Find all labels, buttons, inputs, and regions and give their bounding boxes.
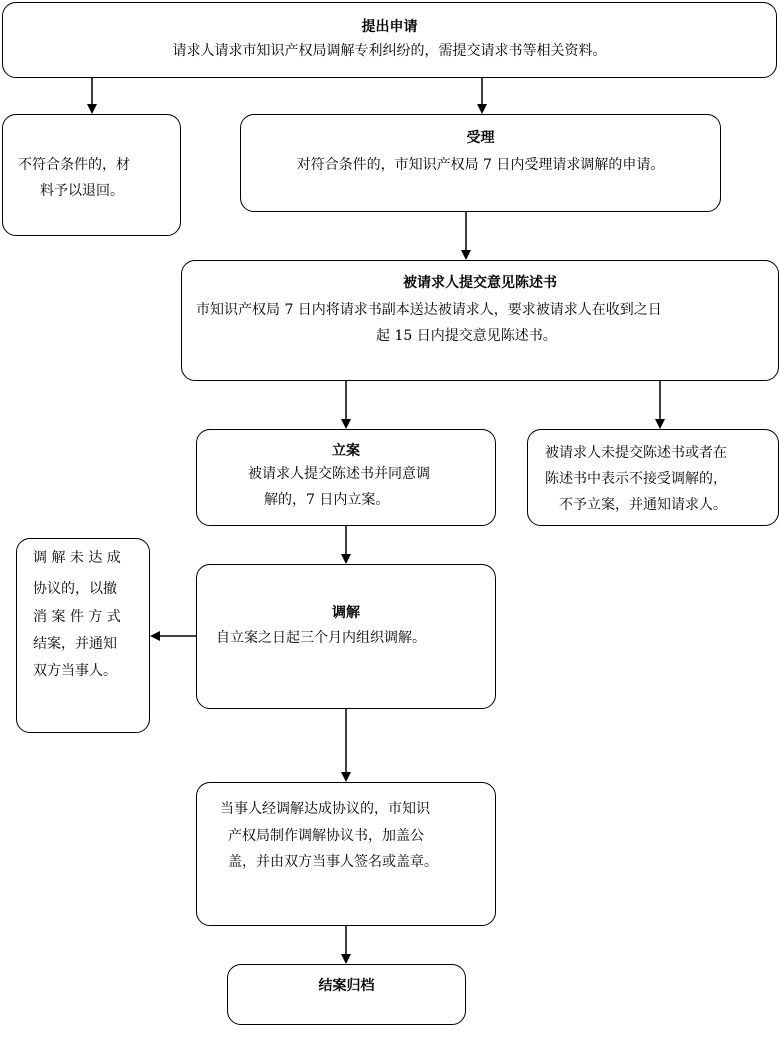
step-apply-title: 提出申请: [361, 19, 418, 35]
step-statement-line-1: 市知识产权局 7 日内将请求书副本送达被请求人，要求被请求人在收到之日: [196, 302, 662, 318]
step-fail-line-4: 结案，并通知: [33, 636, 117, 652]
step-reject-line-1: 不符合条件的，材: [18, 157, 130, 173]
step-register-title: 立案: [332, 443, 360, 459]
step-mediate-desc: 自立案之日起三个月内组织调解。: [216, 630, 426, 646]
step-statement-title: 被请求人提交意见陈述书: [403, 275, 557, 291]
step-fail-line-1: 调 解 未 达 成: [33, 550, 121, 566]
step-not-register-line-1: 被请求人未提交陈述书或者在: [545, 445, 727, 461]
step-reject-box: [2, 114, 181, 236]
step-reject-line-2: 料予以退回。: [40, 183, 124, 199]
step-agreement-line-2: 产权局制作调解协议书，加盖公: [228, 828, 424, 844]
step-fail-line-2: 协议的，以撤: [33, 581, 117, 597]
step-archive-title: 结案归档: [318, 978, 375, 994]
step-apply-desc: 请求人请求市知识产权局调解专利纠纷的，需提交请求书等相关资料。: [172, 43, 607, 59]
step-fail-line-5: 双方当事人。: [33, 663, 117, 679]
step-fail-line-3: 消 案 件 方 式: [33, 609, 121, 625]
step-apply-box: [2, 2, 777, 78]
step-accept-title: 受理: [466, 130, 495, 146]
step-not-register-line-3: 不予立案，并通知请求人。: [559, 497, 727, 513]
step-register-line-1: 被请求人提交陈述书并同意调: [248, 466, 430, 482]
step-accept-desc: 对符合条件的，市知识产权局 7 日内受理请求调解的申请。: [296, 157, 665, 173]
step-agreement-line-1: 当事人经调解达成协议的，市知识: [220, 801, 430, 817]
step-not-register-line-2: 陈述书中表示不接受调解的，: [545, 471, 727, 487]
step-register-line-2: 解的，7 日内立案。: [264, 492, 390, 508]
step-statement-line-2: 起 15 日内提交意见陈述书。: [376, 328, 557, 344]
step-mediate-title: 调解: [332, 605, 360, 621]
step-agreement-line-3: 盖，并由双方当事人签名或盖章。: [228, 854, 438, 870]
